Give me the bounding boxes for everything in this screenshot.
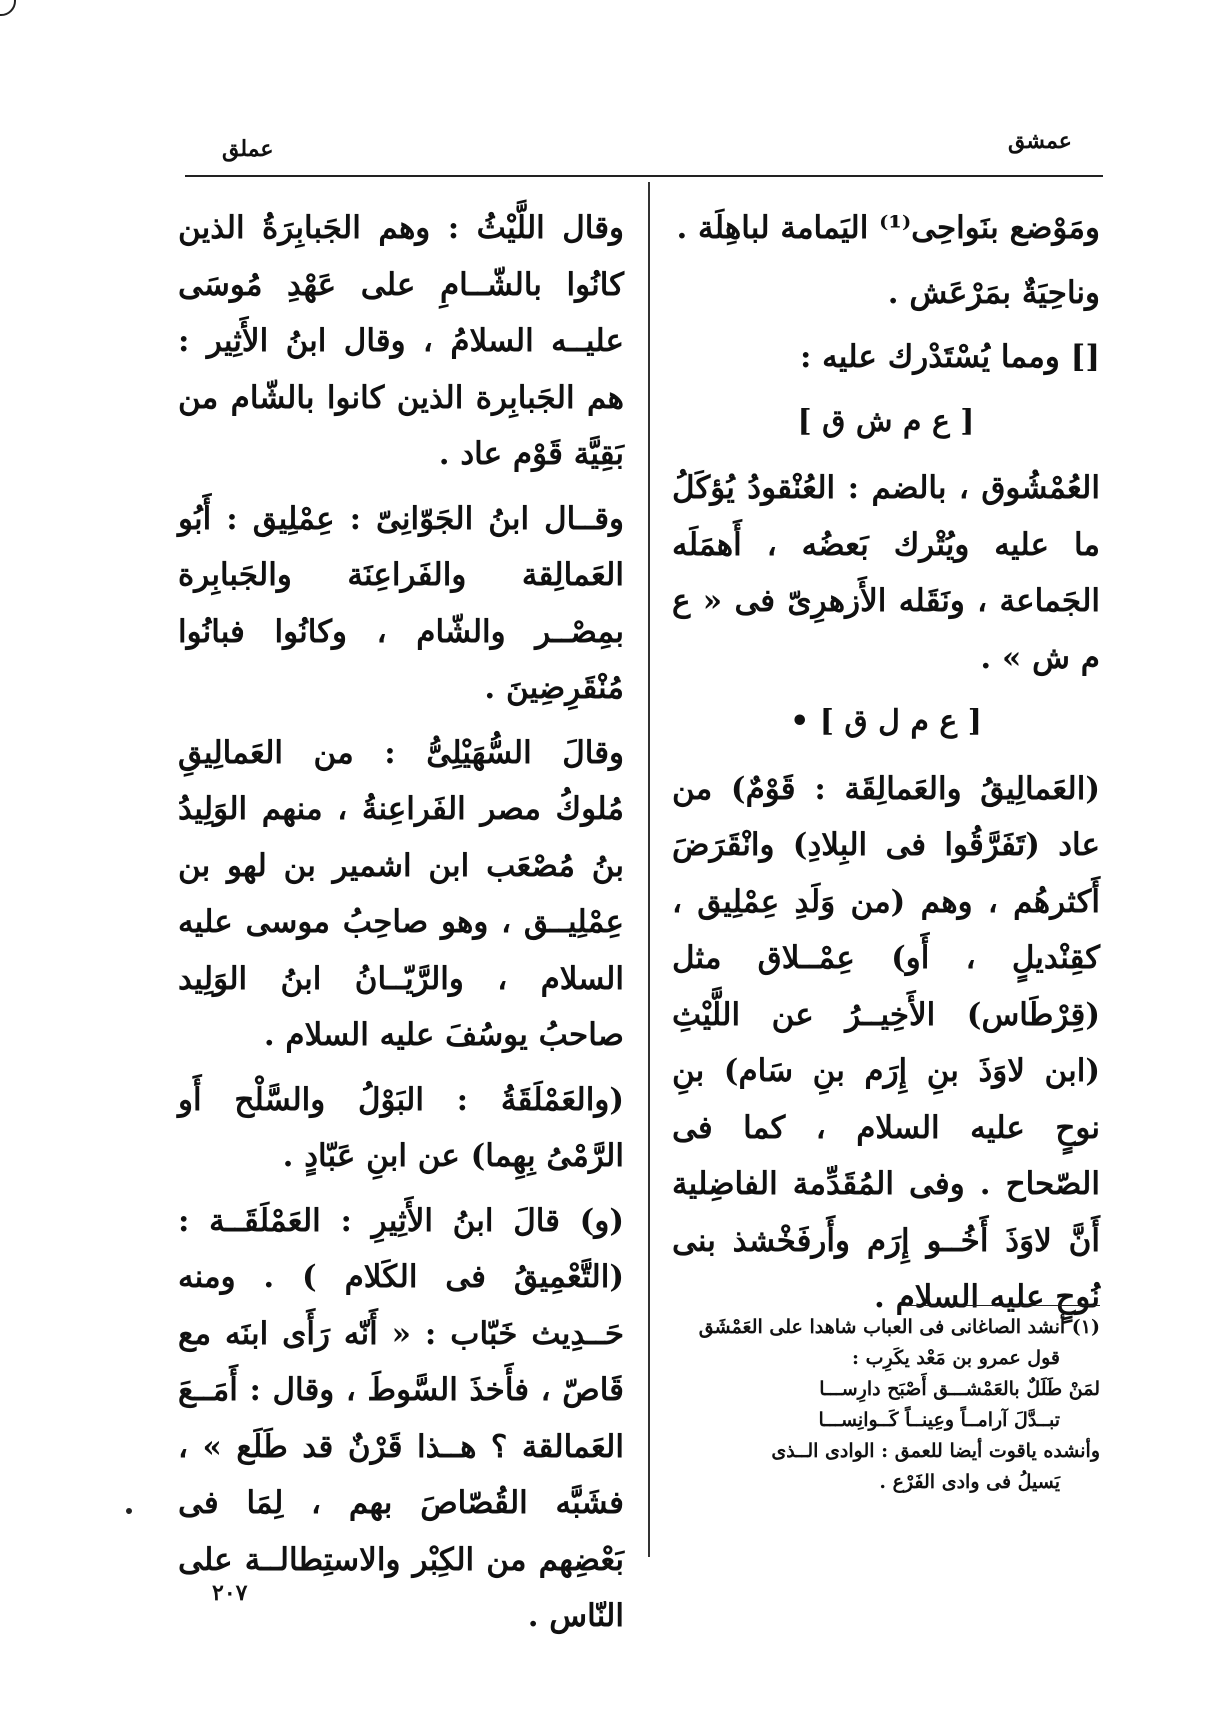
footnote-verse-line: تبــدَّلَ آرامــاً وعِينــاً كَــوانِســـا — [818, 1409, 1060, 1431]
paragraph: وناحِيَةٌ بمَرْعَش . — [887, 274, 1100, 311]
paragraph: (و) قالَ ابنُ الأَثِيرِ : العَمْلَقَــة : (التَّعْمِيقُ فى الكَلام ) . ومنه حَــدِيث خَبّاب : « أَنّه رَأَى ابنَه مع قَاصّ ، فأَخذَ السَّوطَ ، وقال : أَمَــعَ العَمالقة ؟ هــذا قَرْنٌ قد طَلَع » ، فشَبَّه القُصّاصَ بهم ، لِمَا فى بَعْضِهم من الكِبْر والاستِطالــة على النّاس . — [178, 1202, 624, 1634]
paragraph: ومَوْضع بنَواحِى⁽¹⁾ اليَمامة لباهِلَة . — [676, 210, 1100, 246]
stray-dot — [126, 1508, 132, 1514]
entry-heading-amshq: [ ع م ش ق ] — [797, 403, 975, 439]
corner-registration-mark — [0, 0, 16, 16]
footnote-rule — [900, 1305, 1100, 1306]
footnote-line: يَسيلُ فى وادى الفَرْع . — [879, 1471, 1060, 1493]
running-header-right: عمشق — [1008, 128, 1072, 154]
left-column — [178, 200, 624, 1653]
paragraph: [] ومما يُسْتَدْرك عليه : — [799, 339, 1100, 375]
footnote-line: قول عمرو بن مَعْد يكَرِب : — [852, 1347, 1060, 1369]
paragraph: وقال اللَّيْثُ : وهم الجَبابِرَةُ الذين كانُوا بالشّــامِ على عَهْدِ مُوسَى عليــه السلامُ ، وقال ابنُ الأَثِير : هم الجَبابِرة الذين كانوا بالشّام من بَقِيَّة قَوْم عاد . — [178, 210, 624, 472]
paragraph: وقالَ السُّهَيْلِىُّ : من العَمالِيقِ مُلوكُ مصر الفَراعِنةُ ، منهم الوَلِيدُ بنُ مُصْعَب ابن اشمير بن لهو بن عِمْلِيــق ، وهو صاحِبُ موسى عليه السلام ، والرَّيّــانُ ابنُ الوَلِيد صاحبُ يوسُفَ عليه السلام . — [178, 734, 624, 1053]
footnote-verse-line: لمَنْ طَلَلٌ بالعَمْشـــق أَصْبَح دارِســـا — [819, 1378, 1100, 1400]
paragraph: (والعَمْلَقَةُ : البَوْلُ والسَّلْح أَو الرَّمْىُ بِهِما) عن ابنِ عَبّادٍ . — [178, 1081, 624, 1174]
right-column — [672, 200, 1100, 1334]
footnotes — [680, 1312, 1100, 1498]
entry-amshuq: العُمْشُوق ، بالضم : العُنْقودُ يُؤكَلُ ما عليه ويُتْرك بَعضُه ، أَهمَلَه الجَماعة ، ونَقَله الأَزهرِىّ فى « ع م ش » . — [672, 470, 1100, 676]
footnote-line: وأنشده ياقوت أيضا للعمق : الوادى الــذى — [771, 1440, 1100, 1462]
entry-amaliq: (العَمالِيقُ والعَمالِقَة : قَوْمٌ) من عاد (تَفَرَّقُوا فى البِلادِ) وانْقَرَضَ أَكثرهُم ، وهم (من وَلَدِ عِمْلِيق ، كقِنْديلٍ ، أَو) عِمْــلاق مثل (قِرْطَاس) الأَخِيــرُ عن اللَّيْثِ (ابن لاوَذَ بنِ إِرَم بنِ سَام) بنِ نوحٍ عليه السلام ، كما فى الصّحاح . وفى المُقَدِّمة الفاضِلية أَنَّ لاوَذَ أَخُــو إِرَم وأَرفَخْشذ بنى نُوحٍ عليه السلام . — [672, 770, 1100, 1315]
entry-heading-amlq: [ ع م ل ق ] • — [790, 704, 982, 739]
footnote-line: (١) أنشد الصاغانى فى العباب شاهدا على العَمْشَق — [698, 1316, 1100, 1338]
paragraph: وقــال ابنُ الجَوّانِىّ : عِمْلِيق : أَبُو العَمالِقة والفَراعِنَة والجَبابِرة بمِصْــر والشّام ، وكانُوا فبانُوا مُنْقَرِضِينَ . — [178, 500, 624, 706]
running-header-left: عملق — [222, 136, 274, 162]
header-rule — [185, 175, 1103, 177]
column-divider — [648, 182, 650, 1557]
page-number: ٢٠٧ — [212, 1580, 248, 1606]
